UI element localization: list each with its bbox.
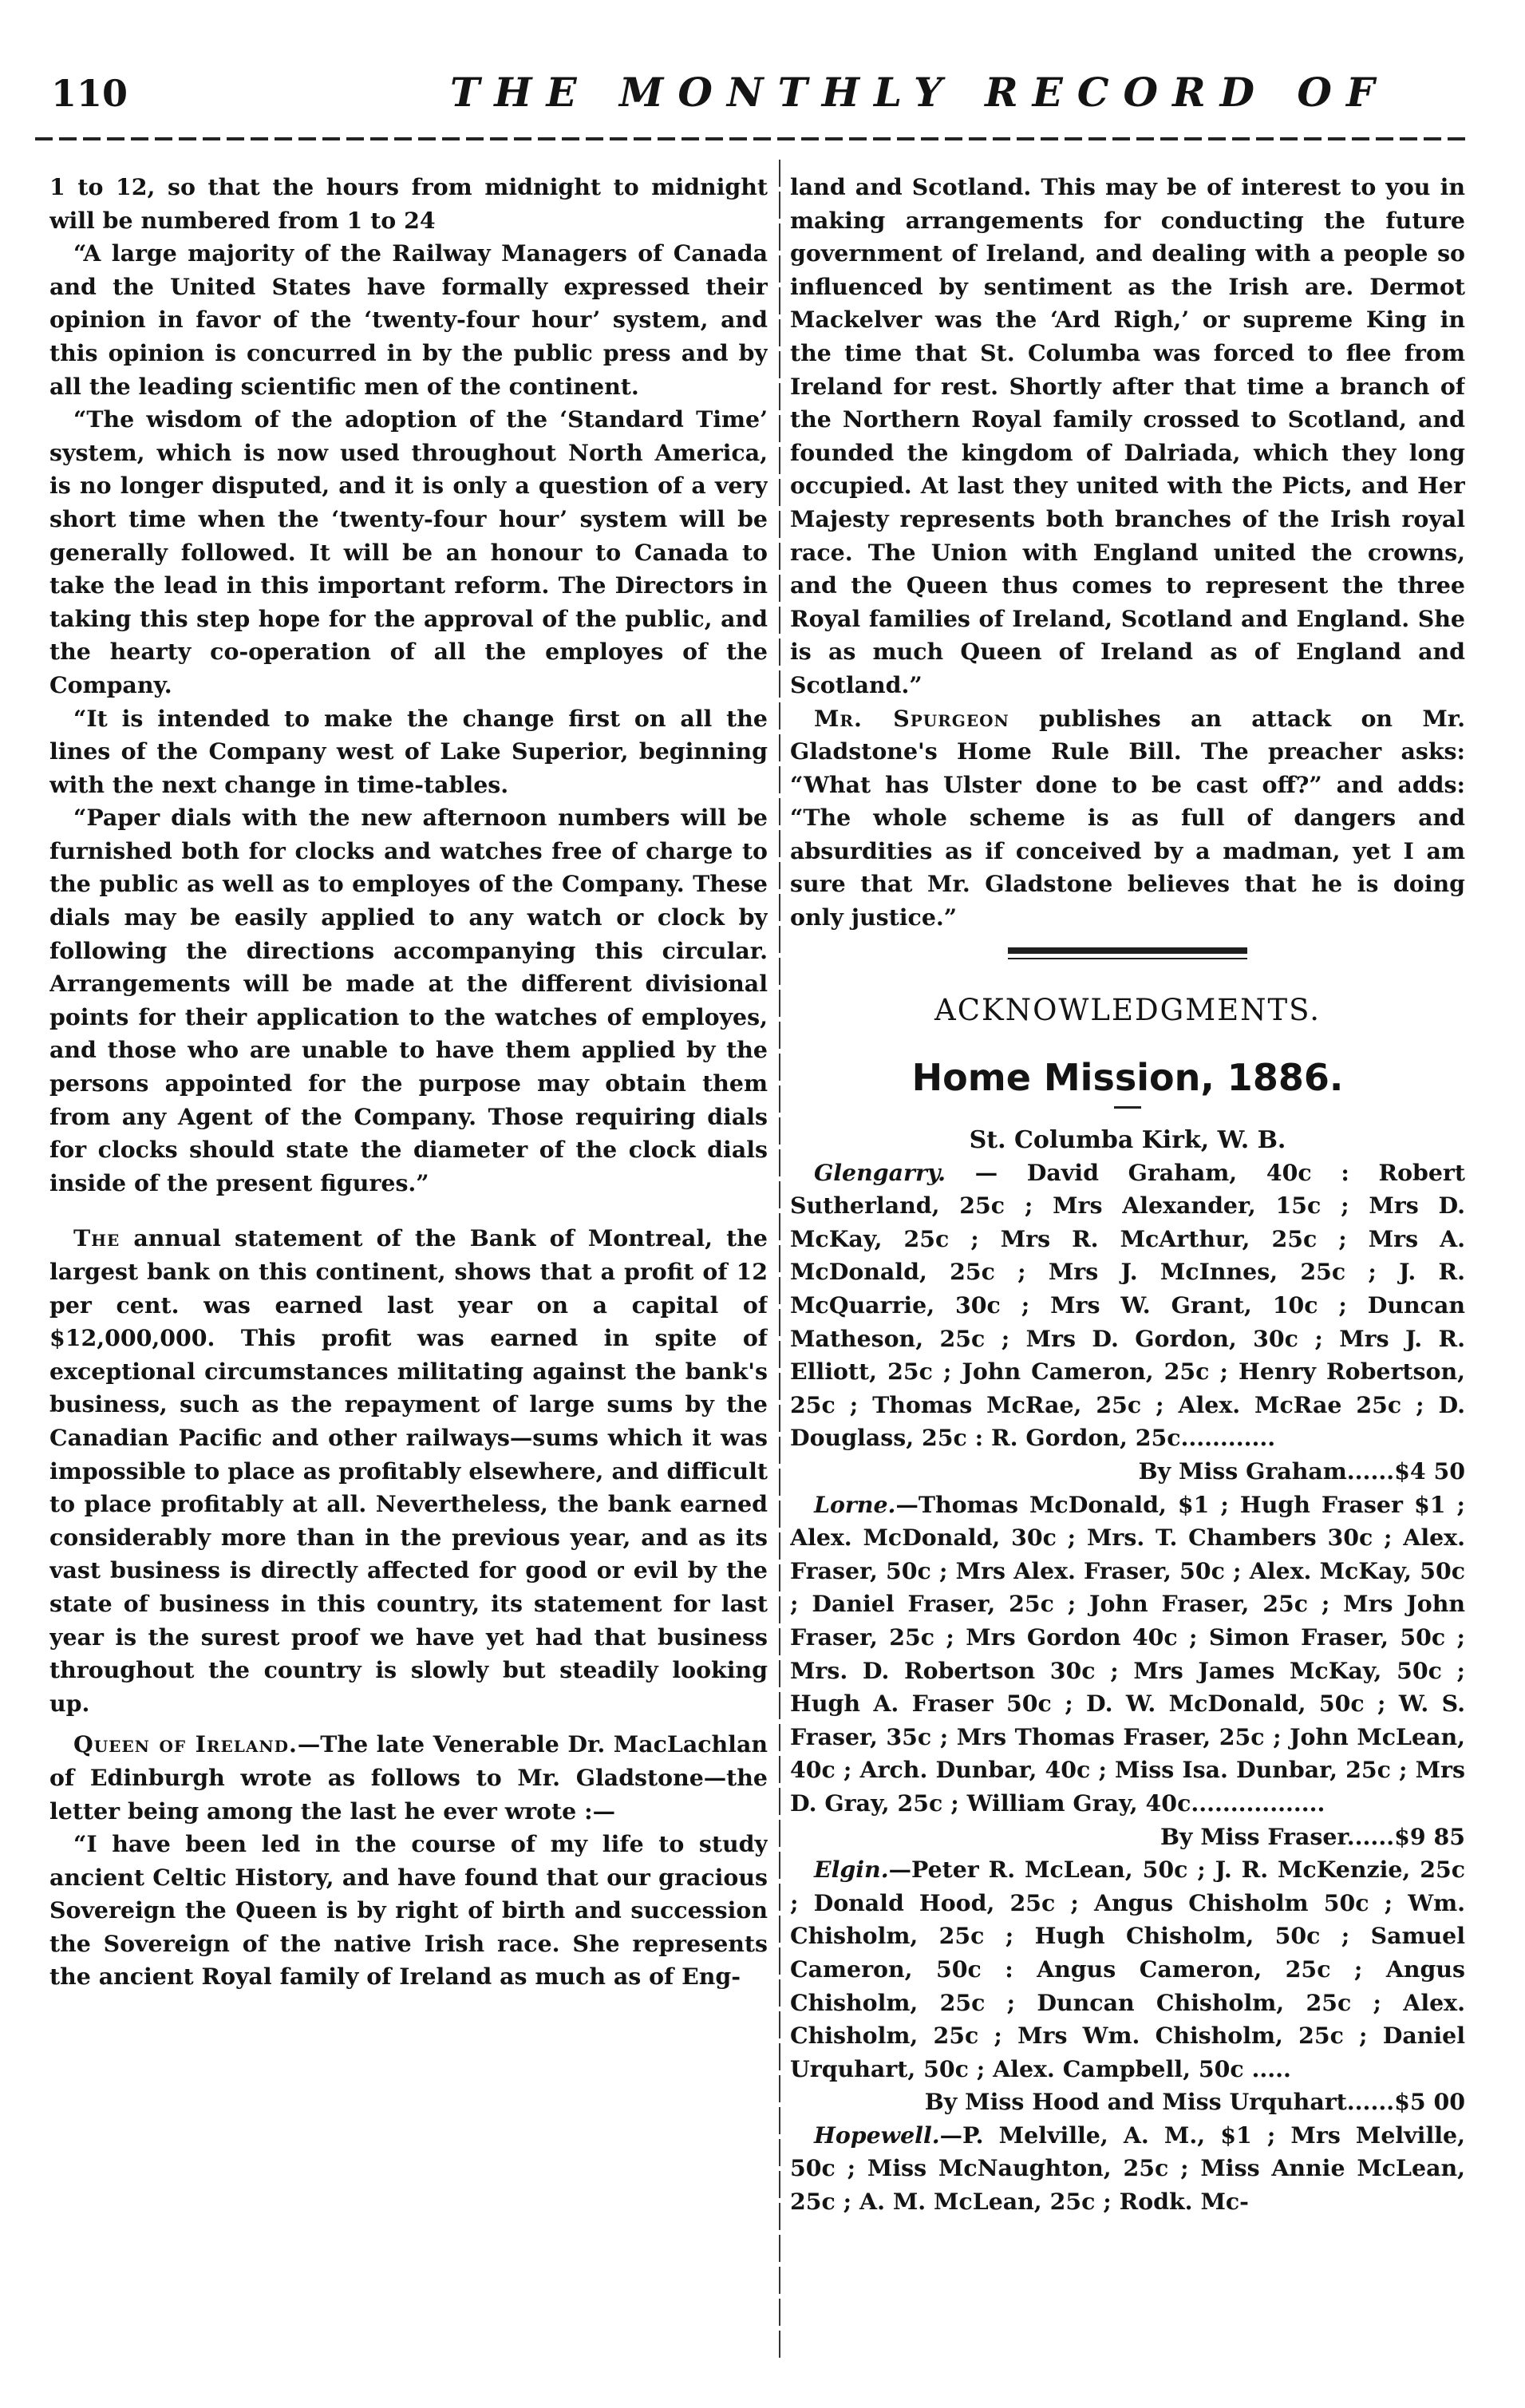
place-name: Glengarry.: [814, 1158, 946, 1186]
paragraph-body: publishes an attack on Mr. Gladstone's Home Rule Bill. The preacher asks: “What has Ulster done to be cast off?” and adds: “The whole scheme is as full of dangers and absurdities as if conceived by a madman, yet I am sure that Mr. Gladstone believes that he is doing only justice.”: [790, 704, 1465, 931]
bank-paragraph: [49, 1222, 768, 1720]
running-title: THE MONTHLY RECORD OF: [450, 69, 1389, 116]
page-number: 110: [51, 72, 128, 115]
paragraph-body: —The late Venerable Dr. MacLachlan of Edinburgh wrote as follows to Mr. Gladstone—the letter being among the last he ever wrote :—: [49, 1730, 768, 1825]
queen-paragraph: [49, 1728, 768, 1828]
list-item: [790, 1489, 1465, 1821]
acknowledgments-heading: ACKNOWLEDGMENTS.: [934, 992, 1321, 1027]
place-name: Lorne.: [814, 1490, 896, 1518]
heading-rule: [1114, 1106, 1141, 1109]
spurgeon-paragraph: [790, 702, 1465, 935]
kirk-heading: St. Columba Kirk, W. B.: [969, 1125, 1286, 1154]
paragraph-lead: Queen of Ireland.: [73, 1730, 298, 1758]
collector-line: By Miss Fraser......$9 85: [1160, 1822, 1465, 1850]
column-divider: [779, 160, 780, 2363]
collector-line: By Miss Graham......$4 50: [1138, 1457, 1465, 1485]
section-rule: [1008, 947, 1247, 954]
left-column: [49, 171, 768, 2374]
list-item: [790, 1853, 1465, 2086]
collector-line: By Miss Hood and Miss Urquhart......$5 00: [924, 2088, 1465, 2116]
paragraph: “A large majority of the Railway Managers of Canada and the United States have formally expressed their opinion in favor of the ‘twenty-four hour’ system, and this opinion is concurred in by the public press and by all the leading scientific men of the continent.: [49, 239, 768, 400]
paragraph: “Paper dials with the new afternoon numbers will be furnished both for clocks and watches free of charge to the public as well as to employes of the Company. These dials may be easily applied to any watch or clock by following the directions accompanying this circular. Arrangements will be made at the different divisional points for their application to the watches of employes, and those who are unable to have them applied by the persons appointed for the purpose may obtain them from any Agent of the Company. Those requiring dials for clocks should state the diameter of the clock dials inside of the present figures.”: [49, 804, 768, 1196]
place-name: Elgin.: [814, 1856, 889, 1884]
donor-list: —Thomas McDonald, $1 ; Hugh Fraser $1 ; Alex. McDonald, 30c ; Mrs. T. Chambers 30c ; Alex. Fraser, 50c ; Mrs Alex. Fraser, 50c ; Alex. McKay, 50c ; Daniel Fraser, 25c ; John Fraser, 25c ; Mrs John Fraser, 25c ; Mrs Gordon 40c ; Simon Fraser, 50c ; Mrs. D. Robertson 30c ; Mrs James McKay, 50c ; Hugh A. Fraser 50c ; D. W. McDonald, 50c ; W. S. Fraser, 35c ; Mrs Thomas Fraser, 25c ; John McLean, 40c ; Arch. Dunbar, 40c ; Miss Isa. Dunbar, 25c ; Mrs D. Gray, 25c ; William Gray, 40c.................: [790, 1490, 1465, 1817]
section-rule-thin: [1008, 958, 1247, 959]
paragraph: “The wisdom of the adoption of the ‘Standard Time’ system, which is now used throughout North America, is no longer disputed, and it is only a question of a very short time when the ‘twenty-four hour’ system will be generally followed. It will be an honour to Canada to take the lead in this important reform. The Directors in taking this step hope for the approval of the public, and the hearty co-operation of all the employes of the Company.: [49, 405, 768, 698]
list-item: [790, 1157, 1465, 1455]
paragraph-lead: The: [73, 1224, 120, 1252]
list-item: [790, 2119, 1465, 2219]
paragraph: 1 to 12, so that the hours from midnight to midnight will be numbered from 1 to 24: [49, 173, 768, 234]
paragraph-lead: Mr. Spurgeon: [814, 704, 1009, 732]
paragraph: “It is intended to make the change first on all the lines of the Company west of Lake Superior, beginning with the next change in time-tables.: [49, 704, 768, 798]
paragraph: “I have been led in the course of my life to study ancient Celtic History, and have found that our gracious Sovereign the Queen is by right of birth and succession the Sovereign of the native Irish race. She represents the ancient Royal family of Ireland as much as of Eng-: [49, 1830, 768, 1991]
paragraph-body: annual statement of the Bank of Montreal, the largest bank on this continent, shows that a profit of 12 per cent. was earned last year on a capital of $12,000,000. This profit was earned in spite of exceptional circumstances militating against the bank's business, such as the repayment of large sums by the Canadian Pacific and other railways—sums which it was impossible to place as profitably elsewhere, and difficult to place profitably at all. Nevertheless, the bank earned considerably more than in the previous year, and as its vast business is directly affected for good or evil by the state of business in this country, its statement for last year is the surest proof we have yet had that business throughout the country is slowly but steadily looking up.: [49, 1224, 768, 1717]
paragraph: land and Scotland. This may be of interest to you in making arrangements for conducting the future government of Ireland, and dealing with a people so influenced by sentiment as the Irish are. Dermot Mackelver was the ‘Ard Righ,’ or supreme King in the time that St. Columba was forced to flee from Ireland for rest. Shortly after that time a branch of the Northern Royal family crossed to Scotland, and founded the kingdom of Dalriada, which they long occupied. At last they united with the Picts, and Her Majesty represents both branches of the Irish royal race. The Union with England united the crowns, and the Queen thus comes to represent the three Royal families of Ireland, Scotland and England. She is as much Queen of Ireland as of England and Scotland.”: [790, 173, 1465, 698]
donor-list: — David Graham, 40c : Robert Sutherland, 25c ; Mrs Alexander, 15c ; Mrs D. McKay, 25c ; Mrs R. McArthur, 25c ; Mrs A. McDonald, 25c ; Mrs J. McInnes, 25c ; J. R. McQuarrie, 30c ; Mrs W. Grant, 10c ; Duncan Matheson, 25c ; Mrs D. Gordon, 30c ; Mrs J. R. Elliott, 25c ; John Cameron, 25c ; Henry Robertson, 25c ; Thomas McRae, 25c ; Alex. McRae 25c ; D. Douglass, 25c : R. Gordon, 25c............: [790, 1158, 1465, 1452]
header-rule: [35, 137, 1472, 140]
place-name: Hopewell.: [814, 2121, 940, 2149]
home-mission-heading: Home Mission, 1886.: [911, 1055, 1344, 1099]
donor-list: —P. Melville, A. M., $1 ; Mrs Melville, 50c ; Miss McNaughton, 25c ; Miss Annie McLean, 25c ; A. M. McLean, 25c ; Rodk. Mc-: [790, 2121, 1465, 2216]
donor-list: —Peter R. McLean, 50c ; J. R. McKenzie, 25c ; Donald Hood, 25c ; Angus Chisholm 50c ; Wm. Chisholm, 25c ; Hugh Chisholm, 50c ; Samuel Cameron, 50c : Angus Cameron, 25c ; Angus Chisholm, 25c ; Duncan Chisholm, 25c ; Alex. Chisholm, 25c ; Mrs Wm. Chisholm, 25c ; Daniel Urquhart, 50c ; Alex. Campbell, 50c .....: [790, 1856, 1465, 2082]
page-header: [35, 69, 1487, 132]
right-column: [790, 171, 1465, 2374]
